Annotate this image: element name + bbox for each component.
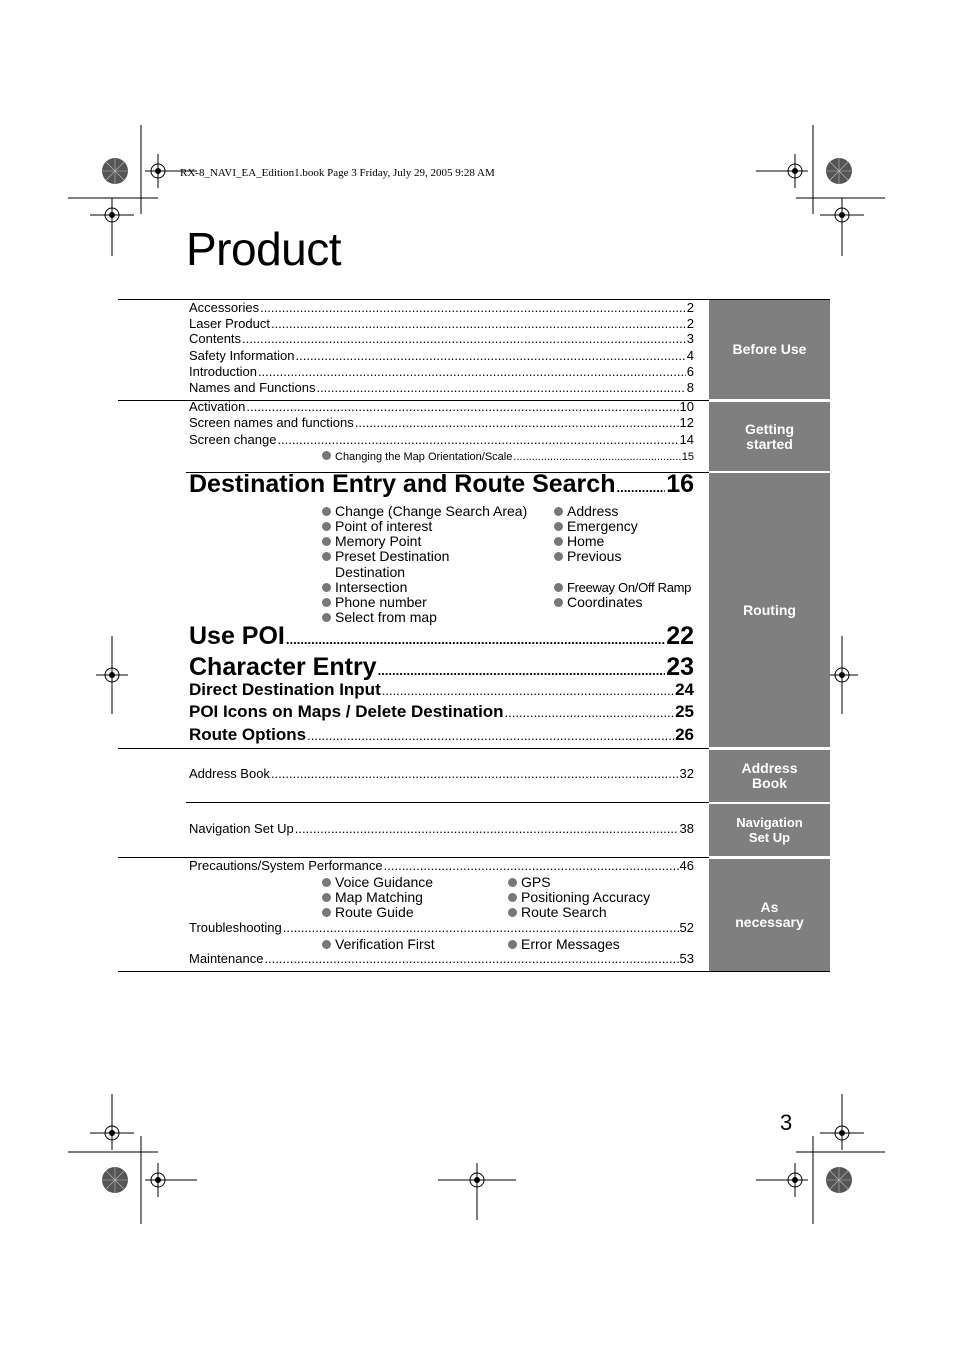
toc-entry-navigation-setup[interactable]: Navigation Set Up ..... 38 [189, 821, 694, 837]
routing-bullet[interactable]: Previous [554, 549, 621, 564]
section-divider [186, 802, 709, 803]
routing-bullet[interactable]: Coordinates [554, 595, 643, 610]
bullet-icon [322, 451, 331, 460]
routing-bullet[interactable]: Point of interest [322, 519, 432, 534]
troubleshooting-bullet[interactable]: Error Messages [508, 937, 620, 952]
routing-bullet[interactable]: Freeway On/Off Ramp [554, 580, 691, 595]
routing-bullet[interactable]: Phone number [322, 595, 427, 610]
toc-entry-poi-icons[interactable]: POI Icons on Maps / Delete Destination ..... 25 [189, 701, 694, 723]
toc-entry-address-book[interactable]: Address Book ..... 32 [189, 766, 694, 782]
routing-bullet[interactable]: Emergency [554, 519, 638, 534]
toc-subentry[interactable]: Changing the Map Orientation/Scale ..... 15 [322, 449, 694, 465]
page-number: 3 [780, 1110, 793, 1135]
toc-entry[interactable]: Laser Product ..... 2 [189, 316, 694, 332]
toc-entry-character-entry[interactable]: Character Entry ..... 23 [189, 652, 694, 686]
tab-before-use[interactable]: Before Use [709, 300, 830, 399]
toc-entry[interactable]: Contents ..... 3 [189, 331, 694, 347]
tab-getting-started[interactable]: Getting started [709, 402, 830, 471]
tab-routing[interactable]: Routing [709, 473, 830, 747]
print-header-line: RX-8_NAVI_EA_Edition1.book Page 3 Friday, July 29, 2005 9:28 AM [180, 167, 495, 179]
section-divider [118, 971, 830, 972]
toc-entry[interactable]: Activation ..... 10 [189, 399, 694, 415]
routing-bullet[interactable]: Select from map [322, 610, 437, 625]
toc-entry[interactable]: Screen names and functions ..... 12 [189, 415, 694, 431]
routing-bullet[interactable]: Change (Change Search Area) [322, 504, 527, 519]
routing-bullet[interactable]: Home [554, 534, 604, 549]
precautions-bullet[interactable]: Route Guide [322, 905, 414, 920]
precautions-bullet[interactable]: Map Matching [322, 890, 423, 905]
toc-entry-route-options[interactable]: Route Options ..... 26 [189, 724, 694, 746]
routing-bullet[interactable]: Intersection [322, 580, 407, 595]
toc-entry[interactable]: Accessories ..... 2 [189, 300, 694, 316]
page-title: Product [186, 223, 342, 275]
precautions-bullet[interactable]: Voice Guidance [322, 875, 433, 890]
routing-bullet[interactable]: Preset Destination [322, 549, 449, 564]
section-divider [118, 748, 709, 749]
tab-as-necessary[interactable]: As necessary [709, 859, 830, 971]
precautions-bullet[interactable]: Route Search [508, 905, 607, 920]
routing-bullet[interactable]: Address [554, 504, 618, 519]
tab-address-book[interactable]: Address Book [709, 750, 830, 802]
toc-entry[interactable]: Names and Functions ..... 8 [189, 380, 694, 396]
tab-navigation-setup[interactable]: Navigation Set Up [709, 804, 830, 856]
toc-entry-direct-destination[interactable]: Direct Destination Input ..... 24 [189, 679, 694, 701]
precautions-bullet[interactable]: Positioning Accuracy [508, 890, 650, 905]
toc-entry[interactable]: Introduction ..... 6 [189, 364, 694, 380]
toc-entry-use-poi[interactable]: Use POI ..... 22 [189, 621, 694, 655]
routing-bullet-continuation: Destination [335, 564, 406, 580]
toc-entry[interactable]: Safety Information ..... 4 [189, 348, 694, 364]
toc-entry-precautions[interactable]: Precautions/System Performance ..... 46 [189, 858, 694, 874]
toc-entry-maintenance[interactable]: Maintenance ..... 53 [189, 951, 694, 967]
routing-bullet[interactable]: Memory Point [322, 534, 421, 549]
troubleshooting-bullet[interactable]: Verification First [322, 937, 435, 952]
toc-entry-destination-entry[interactable]: Destination Entry and Route Search ..... 16 [189, 469, 694, 503]
precautions-bullet[interactable]: GPS [508, 875, 551, 890]
toc-entry[interactable]: Screen change ..... 14 [189, 432, 694, 448]
toc-entry-troubleshooting[interactable]: Troubleshooting ..... 52 [189, 920, 694, 936]
